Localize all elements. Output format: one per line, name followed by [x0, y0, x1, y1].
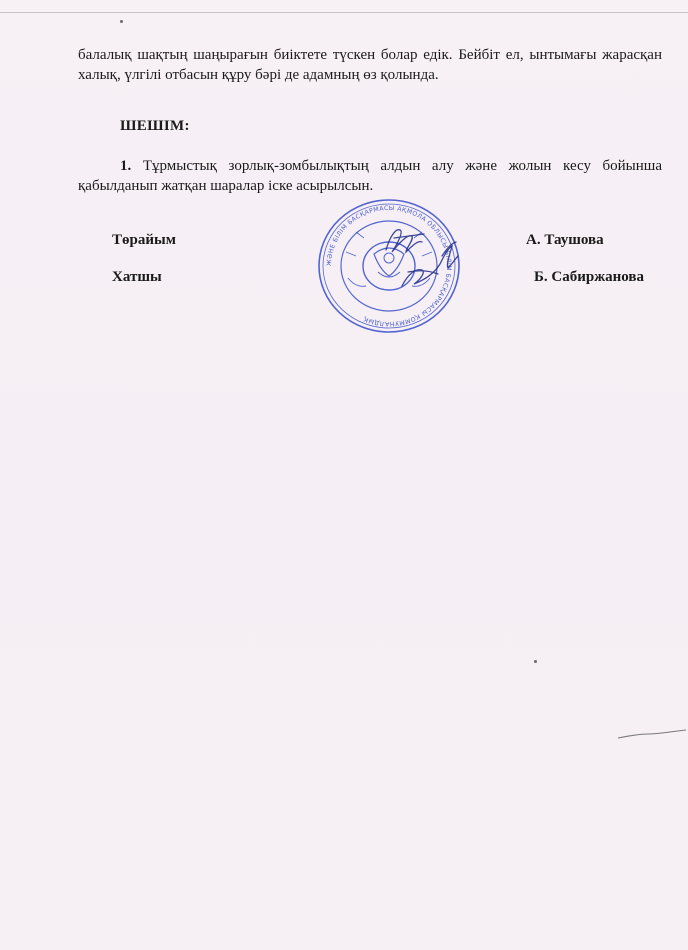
decision-item [78, 156, 662, 196]
secretary-name: Б. Сабиржанова [534, 269, 644, 285]
decision-item-number: 1. [120, 158, 132, 174]
paragraph-continuation: балалық шақтың шаңырағын биіктете түскен болар едік. Бейбіт ел, ынтымағы жарасқан халық, үлгілі отбасын құру бәрі де адамның өз қолында. [78, 47, 662, 83]
secretary-role: Хатшы [112, 269, 162, 285]
chair-role: Төрайым [112, 232, 176, 248]
scan-edge-line [0, 12, 688, 13]
chair-name: А. Таушова [526, 232, 604, 248]
handwritten-signature [372, 216, 468, 296]
stamp-ring-text: ЖӘНЕ БІЛІМ БАСҚАРМАСЫ АҚМОЛА ОБЛЫСЫ БІЛІМ БАСҚАРМАСЫ ҚОММУНАЛДЫҚ [325, 204, 453, 328]
scan-speck [534, 660, 537, 663]
scan-speck [120, 20, 123, 23]
decision-item-text: Тұрмыстық зорлық-зомбылықтың алдын алу және жолын кесу бойынша қабылданып жатқан шаралар іске асырылсын. [78, 158, 662, 194]
decision-heading: ШЕШІМ: [120, 118, 190, 134]
scan-mark [616, 724, 688, 744]
